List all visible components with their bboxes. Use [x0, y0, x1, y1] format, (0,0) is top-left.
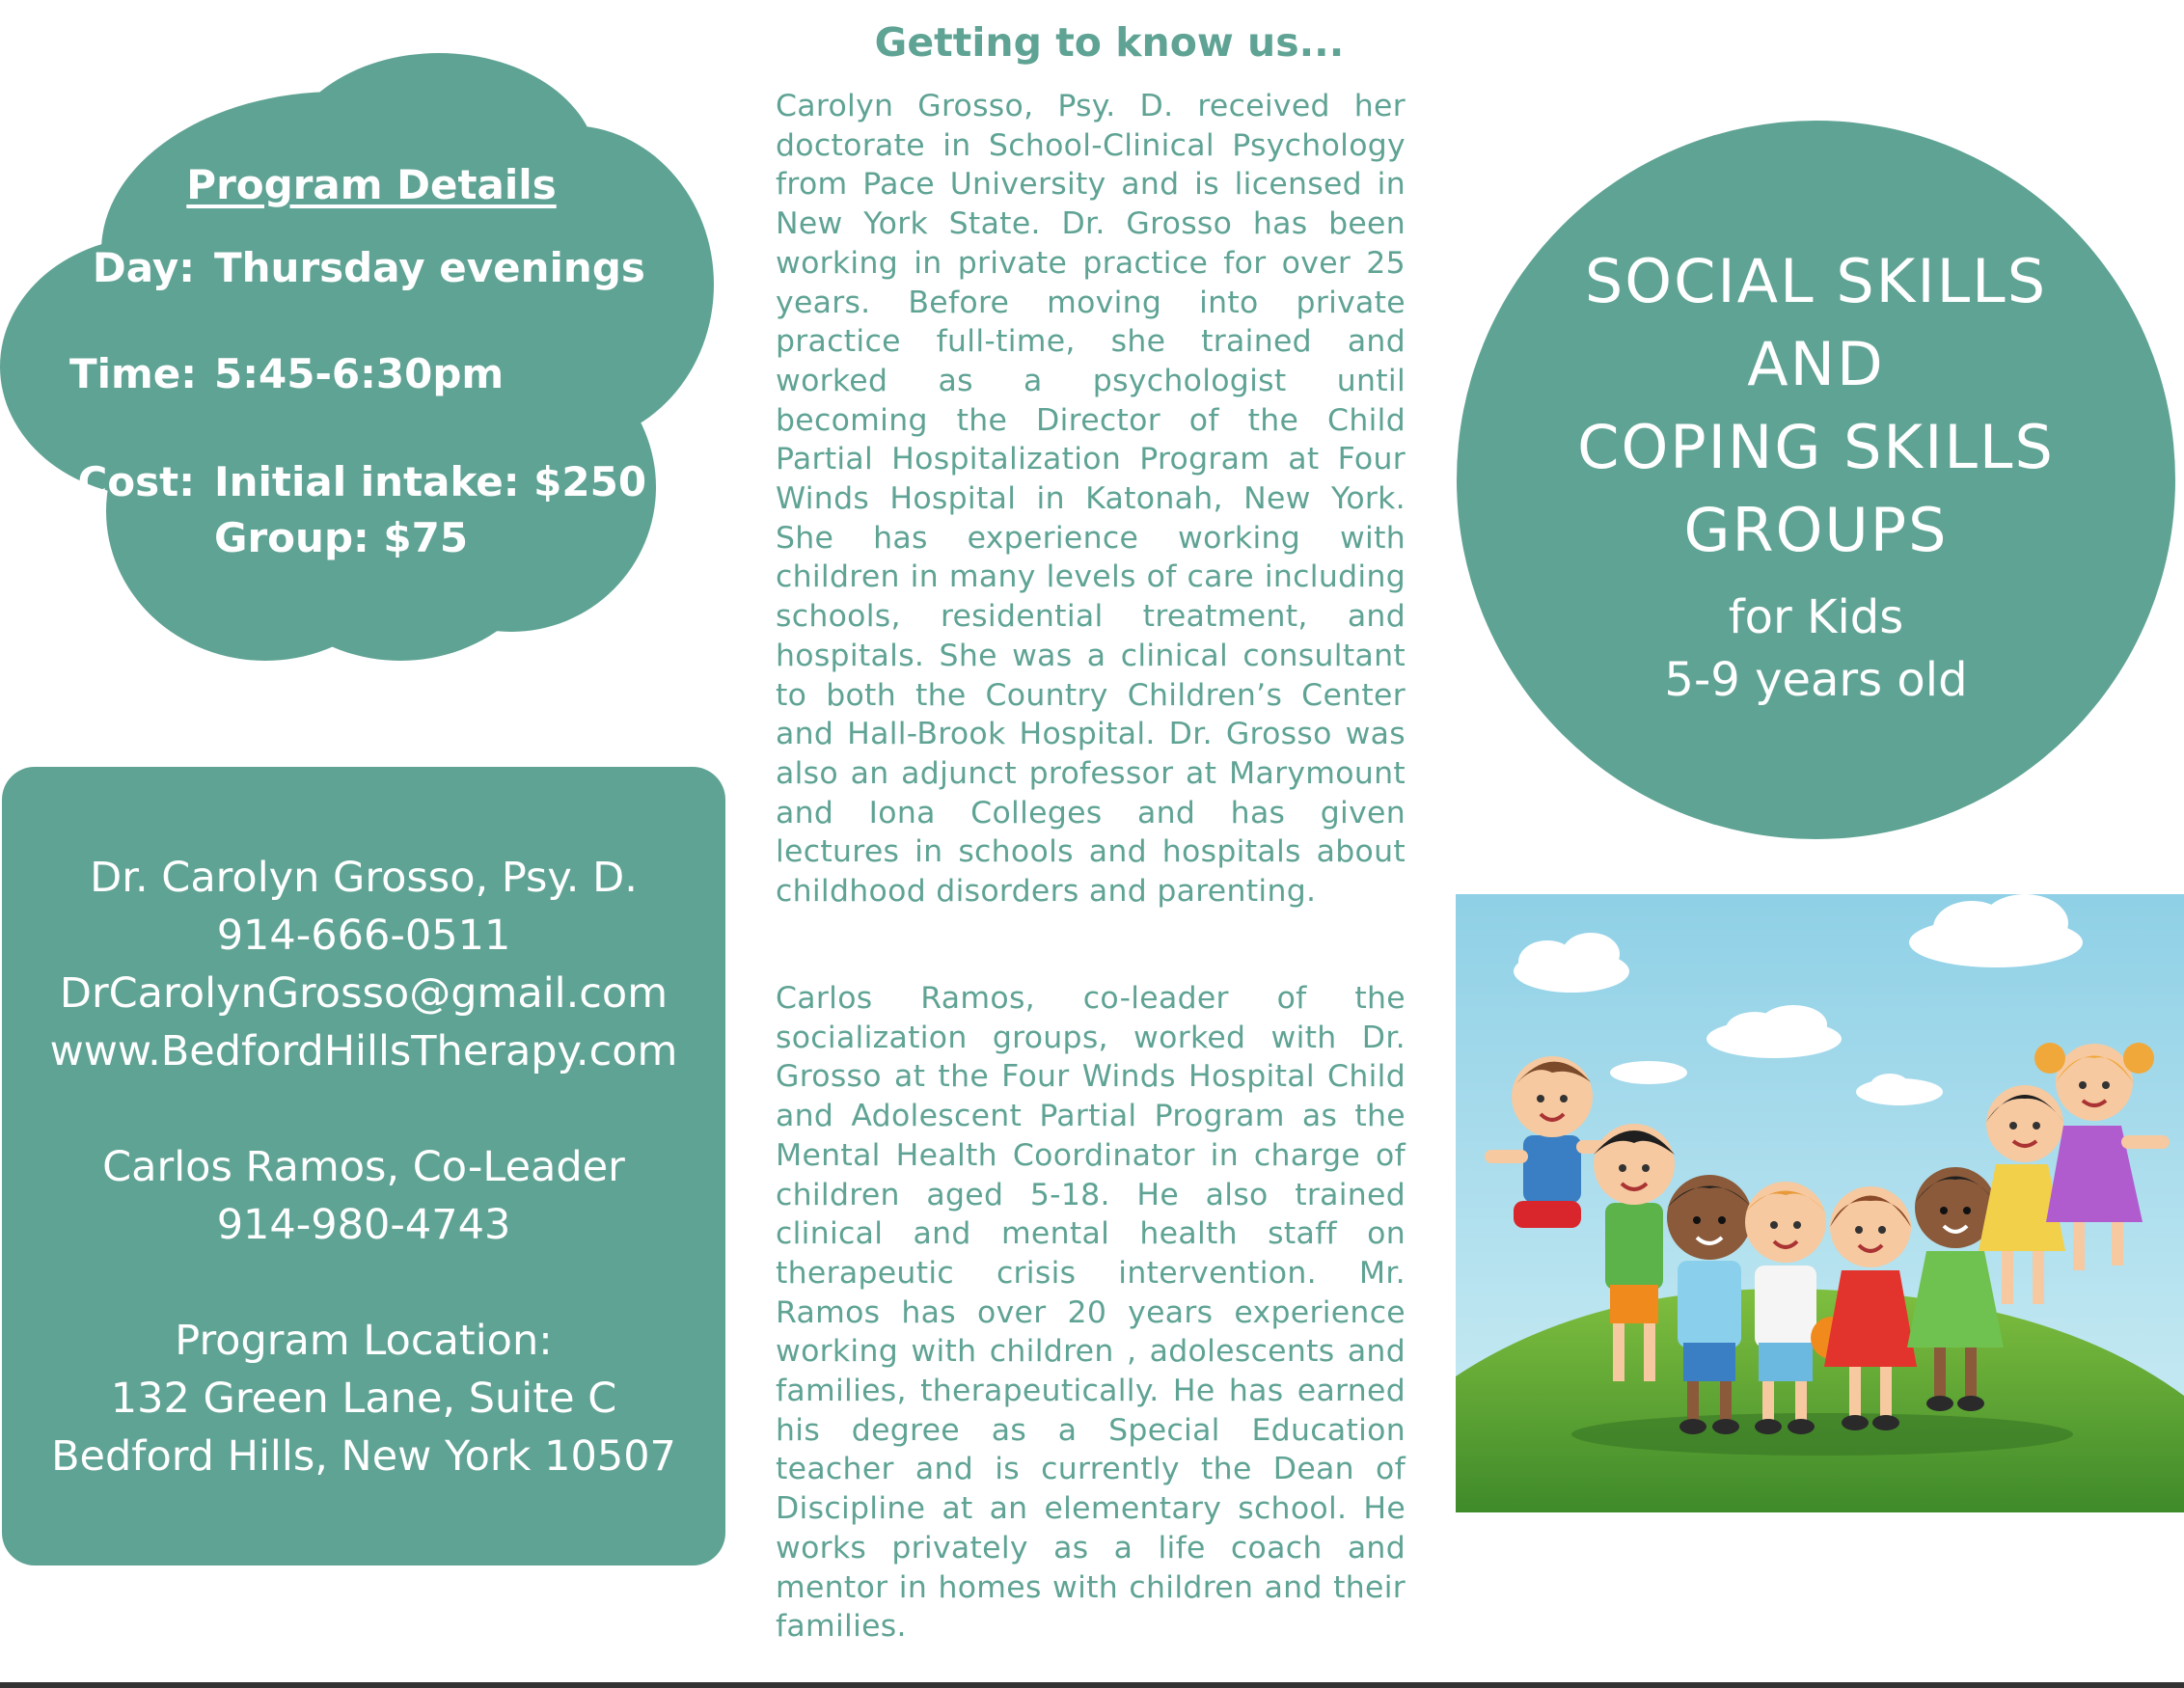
cost-intake-value: Initial intake: $250: [214, 458, 647, 505]
location-street: 132 Green Lane, Suite C: [110, 1375, 617, 1423]
day-value: Thursday evenings: [214, 244, 645, 291]
cost-group-value: Group: $75: [214, 514, 469, 561]
location-label: Program Location:: [175, 1317, 553, 1365]
program-details-cloud: [0, 53, 733, 670]
headline-circle: [1457, 121, 2175, 839]
about-heading: Getting to know us...: [874, 19, 1345, 66]
bio-carlos-ramos: Carlos Ramos, co-leader of the socialization groups, worked with Dr. Grosso at the Four Winds Hospital Child and Adolescent Partial Program as the Mental Health Coordinator in charge of children aged 5-18. He also trained clinical and mental health staff on therapeutic crisis intervention. Mr. Ramos has over 20 years experience working with children , adolescents and families, therapeutically. He has earned his degree as a Special Education teacher and is currently the Dean of Discipline at an elementary school. He works privately as a life coach and mentor in homes with children and their families.: [776, 981, 1406, 1645]
kids-illustration: [1456, 894, 2184, 1512]
contact-website: www.BedfordHillsTherapy.com: [49, 1027, 678, 1075]
contact-name: Dr. Carolyn Grosso, Psy. D.: [90, 854, 638, 902]
bottom-rule: [0, 1682, 2184, 1688]
bio-carolyn-grosso: Carolyn Grosso, Psy. D. received her doctorate in School-Clinical Psychology from Pace University and is licensed in New York State. Dr. Grosso has been working in private practice for over 25 years. Before moving into private practice full-time, she trained and worked as a psychologist until becoming the Director of the Child Partial Hospitalization Program at Four Winds Hospital in Katonah, New York. She has experience working with children in many levels of care including schools, residential treatment, and hospitals. She was a clinical consultant to both the Country Children’s Center and Hall-Brook Hospital. Dr. Grosso was also an adjunct professor at Marymount and Iona Colleges and has given lectures in schools and hospitals about childhood disorders and parenting.: [776, 89, 1406, 910]
time-label: Time:: [69, 350, 198, 397]
coleader-name: Carlos Ramos, Co-Leader: [102, 1143, 625, 1191]
contact-email: DrCarolynGrosso@gmail.com: [59, 969, 669, 1018]
headline-line-3: COPING SKILLS: [1577, 412, 2055, 482]
headline-line-4: GROUPS: [1683, 495, 1949, 565]
location-city: Bedford Hills, New York 10507: [51, 1432, 676, 1481]
headline-line-2: AND: [1747, 329, 1885, 399]
contact-phone: 914-666-0511: [216, 912, 511, 960]
headline-line-1: SOCIAL SKILLS: [1584, 246, 2048, 316]
cost-label: Cost:: [77, 458, 195, 505]
program-details-title: Program Details: [186, 161, 557, 208]
headline-sub-1: for Kids: [1728, 590, 1904, 644]
coleader-phone: 914-980-4743: [216, 1201, 511, 1249]
ground-shadow: [1571, 1413, 2073, 1456]
day-label: Day:: [92, 244, 195, 291]
headline-sub-2: 5-9 years old: [1664, 653, 1968, 707]
time-value: 5:45-6:30pm: [214, 350, 505, 397]
contact-box: [2, 767, 725, 1565]
